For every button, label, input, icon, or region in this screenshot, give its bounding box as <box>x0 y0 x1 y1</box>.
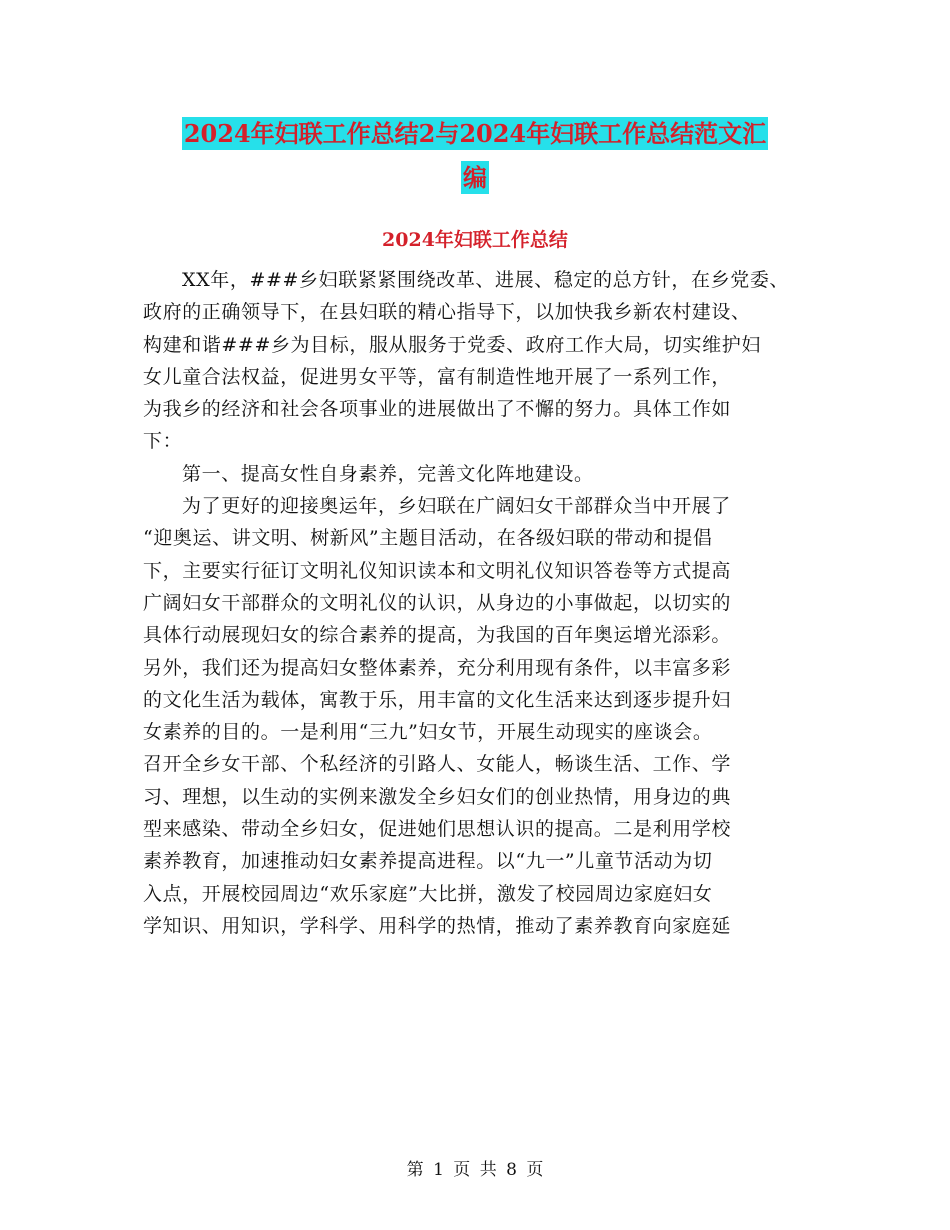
document-title-line-2 <box>0 158 950 193</box>
body-line: 构建和谐###乡为目标，服从服务于党委、政府工作大局，切实维护妇 <box>143 333 761 356</box>
body-line: 具体行动展现妇女的综合素养的提高，为我国的百年奥运增光添彩。 <box>143 624 732 647</box>
body-line: 入点，开展校园周边“欢乐家庭”大比拼，激发了校园周边家庭妇女 <box>143 882 713 905</box>
page-number-footer: 第 1 页 共 8 页 <box>406 1160 544 1180</box>
body-line: 为我乡的经济和社会各项事业的进展做出了不懈的努力。具体工作如 <box>143 398 732 421</box>
body-line: 的文化生活为载体，寓教于乐，用丰富的文化生活来达到逐步提升妇 <box>143 688 732 711</box>
body-line: 下，主要实行征订文明礼仪知识读本和文明礼仪知识答卷等方式提高 <box>143 559 732 582</box>
body-line: 学知识、用知识，学科学、用科学的热情，推动了素养教育向家庭延 <box>143 914 732 937</box>
body-line: 第一、提高女性自身素养，完善文化阵地建设。 <box>182 462 594 485</box>
section-title: 2024年妇联工作总结 <box>382 229 568 251</box>
body-line: 为了更好的迎接奥运年，乡妇联在广阔妇女干部群众当中开展了 <box>182 495 731 518</box>
body-line: “迎奥运、讲文明、树新风”主题目活动，在各级妇联的带动和提倡 <box>143 527 713 550</box>
document-body <box>143 264 823 942</box>
body-line: 政府的正确领导下，在县妇联的精心指导下，以加快我乡新农村建设、 <box>143 301 751 324</box>
body-line: 女儿童合法权益，促进男女平等，富有制造性地开展了一系列工作， <box>143 365 732 388</box>
body-line: 素养教育，加速推动妇女素养提高进程。以“九一”儿童节活动为切 <box>143 850 713 873</box>
body-line: XX年，###乡妇联紧紧围绕改革、进展、稳定的总方针，在乡党委、 <box>182 269 790 291</box>
body-line: 召开全乡女干部、个私经济的引路人、女能人，畅谈生活、工作、学 <box>143 753 732 776</box>
body-line: 下： <box>143 430 183 453</box>
body-line: 型来感染、带动全乡妇女，促进她们思想认识的提高。二是利用学校 <box>143 818 732 841</box>
document-title-line-1-text: 2024年妇联工作总结2与2024年妇联工作总结范文汇 <box>183 119 767 148</box>
body-line: 习、理想，以生动的实例来激发全乡妇女们的创业热情，用身边的典 <box>143 785 732 808</box>
body-line: 女素养的目的。一是利用“三九”妇女节，开展生动现实的座谈会。 <box>143 721 713 744</box>
document-title-line-1 <box>0 114 950 149</box>
document-title-line-2-text: 编 <box>463 163 487 192</box>
body-line: 广阔妇女干部群众的文明礼仪的认识，从身边的小事做起，以切实的 <box>143 591 732 614</box>
body-line: 另外，我们还为提高妇女整体素养，充分利用现有条件，以丰富多彩 <box>143 656 732 679</box>
